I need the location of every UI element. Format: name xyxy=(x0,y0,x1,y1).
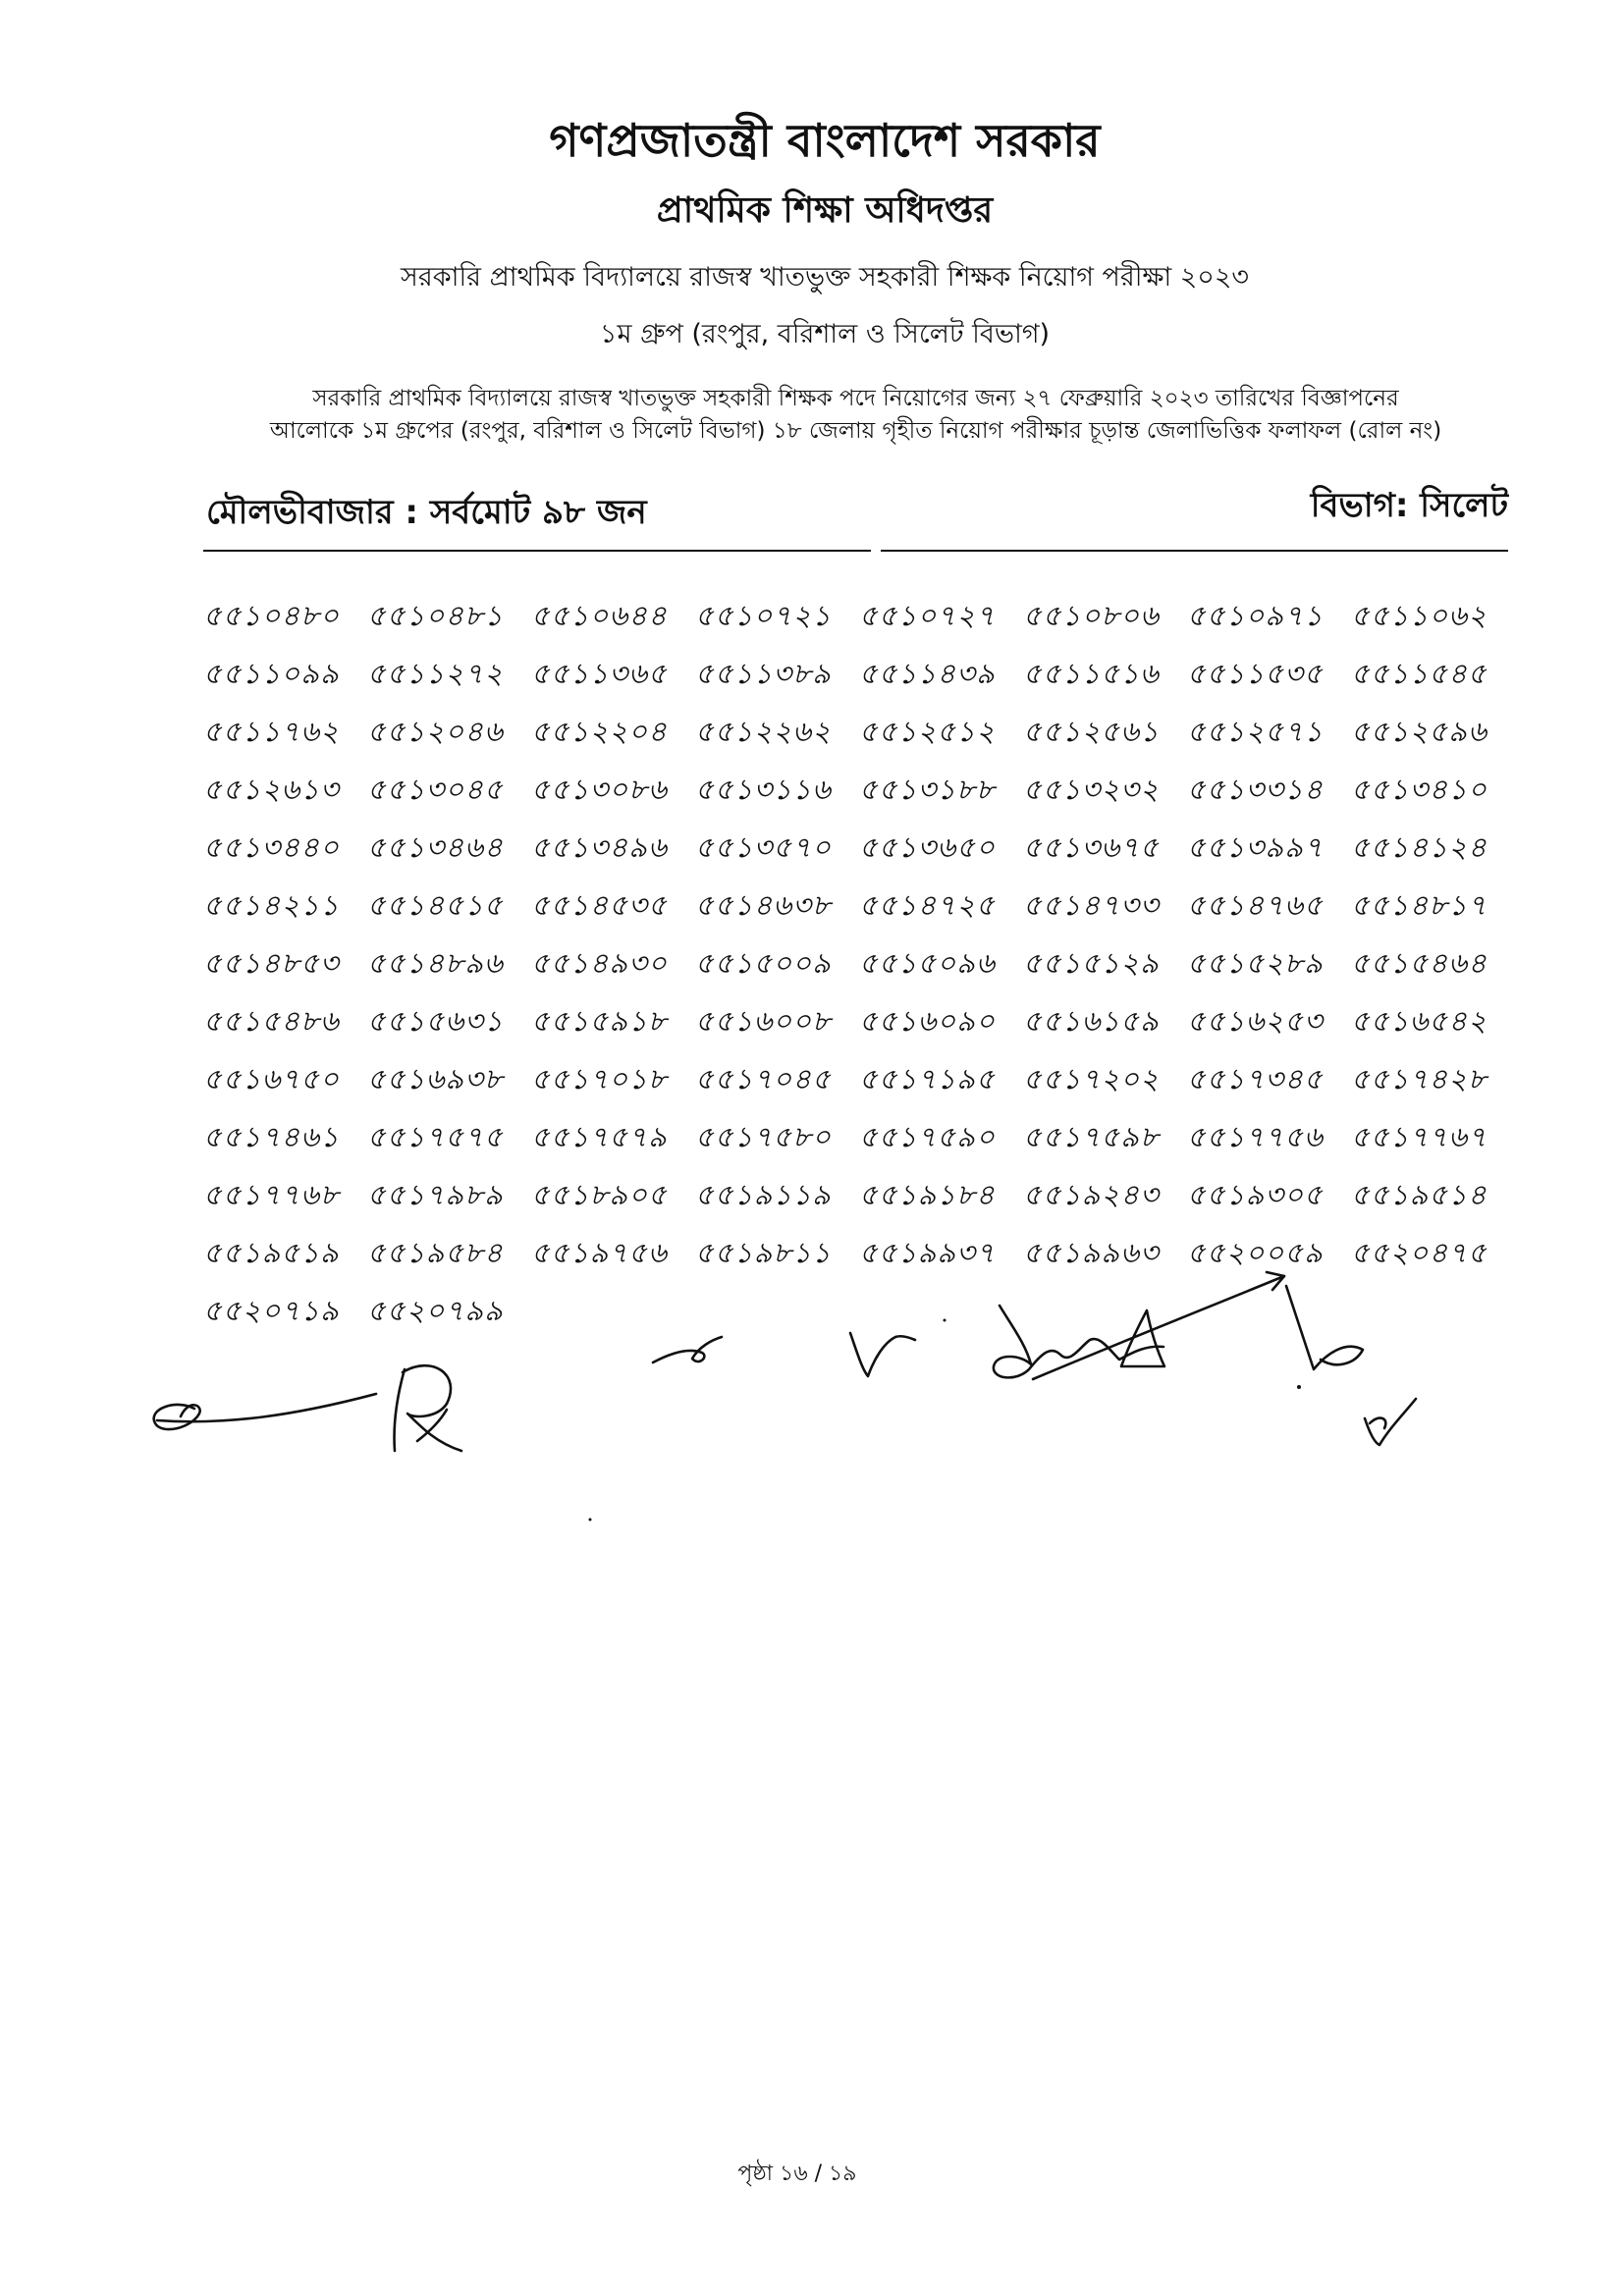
roll-number: ৫৫১৪৮৫৩ xyxy=(203,946,340,980)
roll-number: ৫৫১৫২৮৯ xyxy=(1187,946,1324,980)
roll-number: ৫৫১৫০৯৬ xyxy=(859,946,996,980)
notice-line-1: সরকারি প্রাথমিক বিদ্যালয়ে রাজস্ব খাতভুক্ত সহকারী শিক্ষক পদে নিয়োগের জন্য ২৭ ফেব্রুয়ারি ২০২৩ তারিখের বিজ্ঞাপনের xyxy=(312,386,1399,411)
roll-number: ৫৫১৬১৫৯ xyxy=(1023,1004,1160,1038)
roll-number: ৫৫১৩০৮৬ xyxy=(531,773,668,806)
roll-number: ৫৫১৭৭৫৬ xyxy=(1187,1120,1324,1153)
roll-number: ৫৫১৯৯৬৩ xyxy=(1023,1236,1160,1269)
roll-number: ৫৫১৯৫১৯ xyxy=(203,1236,340,1269)
roll-number: ৫৫১৪৮৯৬ xyxy=(367,946,504,980)
roll-number: ৫৫১৩৪৬৪ xyxy=(367,830,504,864)
roll-number: ৫৫১৯৯৩৭ xyxy=(859,1236,996,1269)
roll-number-grid xyxy=(203,587,1515,1340)
roll-number: ৫৫১৭৫৭৯ xyxy=(531,1120,668,1153)
roll-number: ৫৫১৭৪২৮ xyxy=(1351,1062,1488,1095)
district-summary: মৌলভীবাজার : সর্বমোট ৯৮ জন xyxy=(206,493,647,532)
roll-number: ৫৫১৩৪৯৬ xyxy=(531,830,668,864)
roll-number: ৫৫১১৫৩৫ xyxy=(1187,657,1324,690)
roll-number: ৫৫১৪৬৩৮ xyxy=(695,888,832,922)
roll-number: ৫৫২০৭১৯ xyxy=(203,1294,340,1327)
roll-number: ৫৫১৬৫৪২ xyxy=(1351,1004,1488,1038)
divider-rule-right xyxy=(881,550,1508,552)
roll-number: ৫৫১০৮০৬ xyxy=(1023,599,1160,632)
roll-number: ৫৫১৬২৫৩ xyxy=(1187,1004,1324,1038)
roll-number: ৫৫১৪১২৪ xyxy=(1351,830,1488,864)
roll-number: ৫৫১৩৪১০ xyxy=(1351,773,1488,806)
roll-number: ৫৫১৫৬৩১ xyxy=(367,1004,504,1038)
roll-number: ৫৫১৬০৯০ xyxy=(859,1004,996,1038)
roll-number: ৫৫১১৩৮৯ xyxy=(695,657,832,690)
roll-number: ৫৫২০৪৭৫ xyxy=(1351,1236,1488,1269)
signature-7 xyxy=(1365,1399,1416,1445)
roll-number: ৫৫১৩৬৫০ xyxy=(859,830,996,864)
roll-number: ৫৫১৯৫১৪ xyxy=(1351,1178,1488,1211)
roll-number: ৫৫১৫৪৬৪ xyxy=(1351,946,1488,980)
roll-number: ৫৫১৭৭৬৮ xyxy=(203,1178,340,1211)
roll-number: ৫৫১৩২৩২ xyxy=(1023,773,1160,806)
roll-number: ৫৫১৩০৪৫ xyxy=(367,773,504,806)
roll-number: ৫৫১০৭২১ xyxy=(695,599,832,632)
roll-number: ৫৫১২২৬২ xyxy=(695,715,832,748)
roll-number: ৫৫১৯৩০৫ xyxy=(1187,1178,1324,1211)
roll-number: ৫৫১৫১২৯ xyxy=(1023,946,1160,980)
roll-number: ৫৫১৭০৪৫ xyxy=(695,1062,832,1095)
roll-number: ৫৫১০৭২৭ xyxy=(859,599,996,632)
roll-number: ৫৫২০০৫৯ xyxy=(1187,1236,1324,1269)
government-title: গণপ্রজাতন্ত্রী বাংলাদেশ সরকার xyxy=(549,114,1101,167)
roll-number: ৫৫১৩৫৭০ xyxy=(695,830,832,864)
scan-specks xyxy=(589,1319,1302,1522)
roll-number: ৫৫১৭০১৮ xyxy=(531,1062,668,1095)
roll-number: ৫৫১৬৯৩৮ xyxy=(367,1062,504,1095)
roll-number: ৫৫১৭৫৭৫ xyxy=(367,1120,504,1153)
roll-number: ৫৫১৪৫১৫ xyxy=(367,888,504,922)
roll-number: ৫৫১৪৭২৫ xyxy=(859,888,996,922)
roll-number: ৫৫১৭২০২ xyxy=(1023,1062,1160,1095)
roll-number: ৫৫১৯২৪৩ xyxy=(1023,1178,1160,1211)
roll-number: ৫৫১৪৫৩৫ xyxy=(531,888,668,922)
roll-number: ৫৫১৯১৮৪ xyxy=(859,1178,996,1211)
roll-number: ৫৫১৪২১১ xyxy=(203,888,340,922)
roll-number: ৫৫১৭৯৮৯ xyxy=(367,1178,504,1211)
signature-3 xyxy=(653,1337,722,1362)
roll-number: ৫৫১২৫৭১ xyxy=(1187,715,1324,748)
signature-1 xyxy=(154,1394,376,1429)
division-label: বিভাগ: সিলেট xyxy=(1310,486,1508,525)
roll-number: ৫৫১২৫৬১ xyxy=(1023,715,1160,748)
roll-number: ৫৫১৬৭৫০ xyxy=(203,1062,340,1095)
roll-number: ৫৫১১৭৬২ xyxy=(203,715,340,748)
roll-number: ৫৫১৪৯৩০ xyxy=(531,946,668,980)
page-number: পৃষ্ঠা ১৬ / ১৯ xyxy=(737,2162,857,2186)
roll-number: ৫৫১২০৪৬ xyxy=(367,715,504,748)
roll-number: ৫৫১৩১৮৮ xyxy=(859,773,996,806)
roll-number: ৫৫১৯৮১১ xyxy=(695,1236,832,1269)
roll-number: ৫৫২০৭৯৯ xyxy=(367,1294,504,1327)
roll-number: ৫৫১৫৪৮৬ xyxy=(203,1004,340,1038)
roll-number: ৫৫১৩১১৬ xyxy=(695,773,832,806)
roll-number: ৫৫১৫৯১৮ xyxy=(531,1004,668,1038)
exam-title: সরকারি প্রাথমিক বিদ্যালয়ে রাজস্ব খাতভুক্ত সহকারী শিক্ষক নিয়োগ পরীক্ষা ২০২৩ xyxy=(401,262,1249,293)
roll-number: ৫৫১১২৭২ xyxy=(367,657,504,690)
roll-number: ৫৫১৭৫৮০ xyxy=(695,1120,832,1153)
roll-number: ৫৫১৯১১৯ xyxy=(695,1178,832,1211)
signature-2 xyxy=(395,1365,461,1451)
roll-number: ৫৫১৯৭৫৬ xyxy=(531,1236,668,1269)
directorate-title: প্রাথমিক শিক্ষা অধিদপ্তর xyxy=(656,190,994,231)
roll-number: ৫৫১৭৭৬৭ xyxy=(1351,1120,1488,1153)
roll-number: ৫৫১৯৫৮৪ xyxy=(367,1236,504,1269)
roll-number: ৫৫১৩৯৯৭ xyxy=(1187,830,1324,864)
roll-number: ৫৫১৪৭৩৩ xyxy=(1023,888,1160,922)
roll-number: ৫৫১৭৫৯০ xyxy=(859,1120,996,1153)
roll-number: ৫৫১১০৯৯ xyxy=(203,657,340,690)
roll-number: ৫৫১৩৬৭৫ xyxy=(1023,830,1160,864)
roll-number: ৫৫১৭৫৯৮ xyxy=(1023,1120,1160,1153)
roll-number: ৫৫১৬০০৮ xyxy=(695,1004,832,1038)
roll-number: ৫৫১০৬৪৪ xyxy=(531,599,668,632)
roll-number: ৫৫১৭১৯৫ xyxy=(859,1062,996,1095)
roll-number: ৫৫১৪৮১৭ xyxy=(1351,888,1488,922)
roll-number: ৫৫১২২০৪ xyxy=(531,715,668,748)
roll-number: ৫৫১২৫৯৬ xyxy=(1351,715,1488,748)
roll-number: ৫৫১১০৬২ xyxy=(1351,599,1488,632)
notice-line-2: আলোকে ১ম গ্রুপের (রংপুর, বরিশাল ও সিলেট বিভাগ) ১৮ জেলায় গৃহীত নিয়োগ পরীক্ষার চূড়ান্ত জেলাভিত্তিক ফলাফল (রোল নং) xyxy=(269,418,1442,444)
roll-number: ৫৫১৭৩৪৫ xyxy=(1187,1062,1324,1095)
roll-number: ৫৫১১৪৩৯ xyxy=(859,657,996,690)
group-title: ১ম গ্রুপ (রংপুর, বরিশাল ও সিলেট বিভাগ) xyxy=(599,319,1051,349)
roll-number: ৫৫১১৩৬৫ xyxy=(531,657,668,690)
roll-number: ৫৫১৫০০৯ xyxy=(695,946,832,980)
roll-number: ৫৫১০৪৮১ xyxy=(367,599,504,632)
roll-number: ৫৫১৭৪৬১ xyxy=(203,1120,340,1153)
roll-number: ৫৫১১৫৪৫ xyxy=(1351,657,1488,690)
roll-number: ৫৫১৩৩১৪ xyxy=(1187,773,1324,806)
roll-number: ৫৫১৩৪৪০ xyxy=(203,830,340,864)
divider-rule-left xyxy=(203,550,871,552)
roll-number: ৫৫১১৫১৬ xyxy=(1023,657,1160,690)
roll-number: ৫৫১৪৭৬৫ xyxy=(1187,888,1324,922)
roll-number: ৫৫১২৬১৩ xyxy=(203,773,340,806)
roll-number: ৫৫১২৫১২ xyxy=(859,715,996,748)
roll-number: ৫৫১০৪৮০ xyxy=(203,599,340,632)
roll-number: ৫৫১৮৯০৫ xyxy=(531,1178,668,1211)
roll-number: ৫৫১০৯৭১ xyxy=(1187,599,1324,632)
